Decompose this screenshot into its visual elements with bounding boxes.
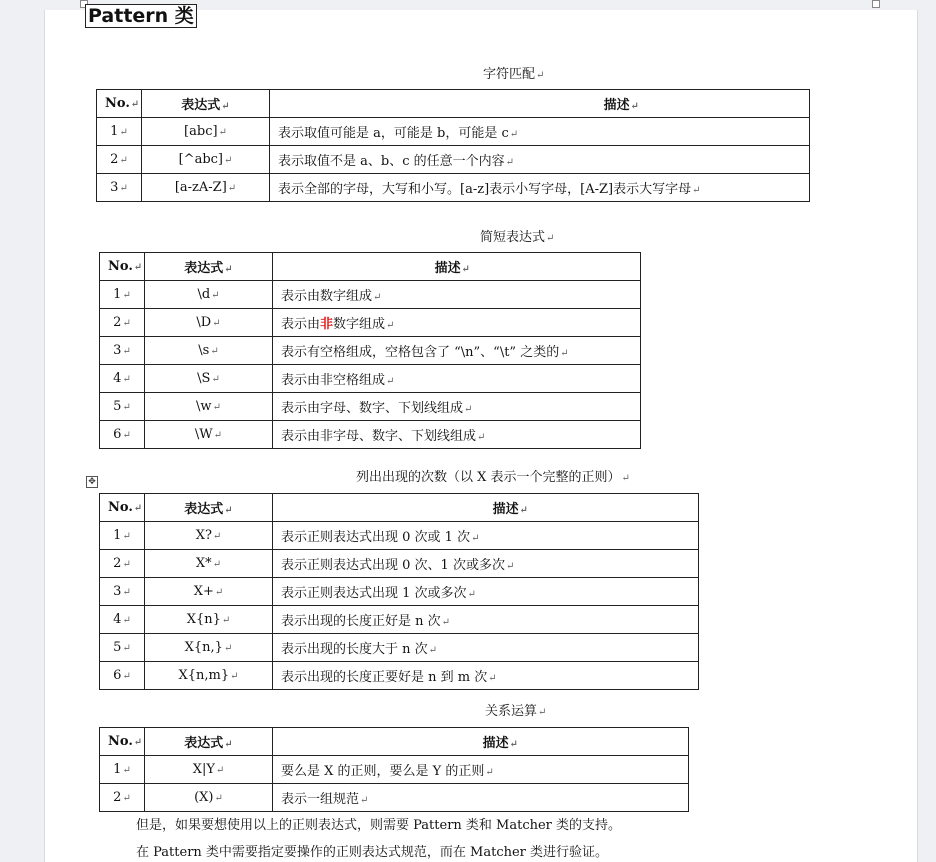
table-cell[interactable]: [273, 281, 641, 309]
table-row: [100, 606, 699, 634]
cell-mark-icon: ↵: [122, 671, 131, 682]
table-caption-text: 列出出现的次数（以 X 表示一个完整的正则）: [356, 470, 621, 485]
cell-text: \D: [196, 315, 212, 330]
cell-text: X{n,m}: [178, 668, 230, 683]
column-header: [142, 90, 270, 118]
cell-mark-icon: ↵: [477, 432, 486, 443]
cell-text: 1: [113, 528, 122, 543]
cell-text: 表示出现的长度大于 n 次: [281, 642, 428, 657]
paragraph-mark-icon: ↵: [536, 70, 545, 81]
cell-text: 表示全部的字母，大写和小写。[a-z]表示小写字母，[A-Z]表示大写字母: [278, 182, 692, 197]
cell-text: X{n,}: [184, 640, 223, 655]
table-row: [100, 365, 641, 393]
cell-text: \S: [197, 371, 211, 386]
cell-text: 表示由非空格组成: [281, 373, 386, 388]
table-caption-text: 字符匹配: [483, 67, 536, 82]
cell-text: 要么是 X 的正则，要么是 Y 的正则: [281, 764, 485, 779]
regex-table: [99, 727, 689, 812]
cell-text: 表示由数字组成: [281, 289, 373, 304]
cell-text: 6: [113, 668, 122, 683]
cell-mark-icon: ↵: [509, 129, 519, 140]
regex-table: [99, 252, 641, 449]
table-header-row: [100, 494, 699, 522]
table-cell[interactable]: [142, 174, 270, 202]
table-cell[interactable]: [97, 174, 142, 202]
column-header: [100, 253, 145, 281]
column-header-text: No.: [108, 734, 133, 749]
cell-mark-icon: ↵: [214, 587, 224, 598]
cell-text: 表示正则表达式出现 0 次、1 次或多次: [281, 558, 505, 573]
cell-text: X?: [195, 528, 212, 543]
table-row: [100, 756, 689, 784]
cell-mark-icon: ↵: [122, 531, 131, 542]
column-header-text: No.: [105, 96, 130, 111]
table-cell[interactable]: [145, 309, 273, 337]
column-header-text: No.: [108, 500, 133, 515]
cell-mark-icon: ↵: [692, 185, 701, 196]
highlighted-char: 非: [320, 317, 334, 332]
table-header-row: [100, 253, 641, 281]
cell-text: 3: [113, 343, 122, 358]
cell-text: \s: [198, 343, 210, 358]
table-row: [97, 118, 810, 146]
regex-table: [96, 89, 810, 202]
column-header-text: 表达式: [184, 736, 224, 751]
cell-text: (X): [194, 790, 214, 805]
cell-mark-icon: ↵: [212, 531, 222, 542]
table-row: [100, 662, 699, 690]
cell-mark-icon: ↵: [133, 262, 143, 273]
cell-text: 表示正则表达式出现 1 次或多次: [281, 586, 467, 601]
cell-mark-icon: ↵: [386, 320, 395, 331]
cell-text: [abc]: [184, 124, 218, 139]
cell-mark-icon: ↵: [212, 559, 222, 570]
cell-mark-icon: ↵: [122, 430, 131, 441]
table-cell[interactable]: [273, 606, 699, 634]
cell-mark-icon: ↵: [122, 615, 131, 626]
table-caption: [480, 230, 554, 247]
cell-mark-icon: ↵: [467, 589, 476, 600]
cell-text: \w: [196, 399, 212, 414]
cell-text: 表示正则表达式出现 0 次或 1 次: [281, 530, 471, 545]
table-cell[interactable]: [100, 393, 145, 421]
cell-mark-icon: ↵: [505, 561, 515, 572]
cell-mark-icon: ↵: [211, 290, 220, 301]
cell-mark-icon: ↵: [464, 404, 473, 415]
table-cell[interactable]: [100, 281, 145, 309]
cell-text: 4: [113, 612, 122, 627]
table-cell[interactable]: [145, 393, 273, 421]
column-header: [270, 90, 810, 118]
cell-text: 1: [113, 287, 122, 302]
cell-mark-icon: ↵: [122, 559, 131, 570]
column-header-text: 描述: [492, 502, 519, 517]
cell-mark-icon: ↵: [461, 264, 470, 275]
cell-mark-icon: ↵: [122, 587, 131, 598]
table-cell[interactable]: [100, 756, 145, 784]
table-caption-text: 简短表达式: [480, 230, 546, 245]
table-row: [100, 578, 699, 606]
cell-text: X*: [195, 556, 212, 571]
table-cell[interactable]: [273, 662, 699, 690]
cell-mark-icon: ↵: [119, 183, 128, 194]
table-row: [100, 421, 641, 449]
table-caption: [356, 470, 630, 487]
cell-mark-icon: ↵: [130, 99, 140, 110]
table-cell[interactable]: [273, 393, 641, 421]
cell-text: 表示出现的长度正要好是 n 到 m 次: [281, 670, 488, 685]
cell-text: 表示有空格组成，空格包含了 “\n”、“\t” 之类的: [281, 345, 560, 360]
cell-mark-icon: ↵: [119, 127, 128, 138]
cell-mark-icon: ↵: [485, 767, 494, 778]
column-header: [145, 253, 273, 281]
table-cell[interactable]: [145, 606, 273, 634]
cell-mark-icon: ↵: [373, 292, 382, 303]
column-header-text: 描述: [482, 736, 509, 751]
cell-mark-icon: ↵: [441, 617, 451, 628]
cell-mark-icon: ↵: [122, 793, 131, 804]
column-header: [273, 253, 641, 281]
cell-mark-icon: ↵: [122, 402, 131, 413]
section-heading: Pattern 类: [85, 4, 197, 28]
column-header-text: 描述: [434, 261, 461, 276]
table-row: [97, 146, 810, 174]
table-caption: [485, 704, 546, 721]
table-cell[interactable]: [270, 118, 810, 146]
table-row: [100, 281, 641, 309]
cell-mark-icon: ↵: [133, 503, 143, 514]
cell-mark-icon: ↵: [122, 643, 131, 654]
cell-mark-icon: ↵: [210, 346, 219, 357]
cell-text: 5: [113, 399, 122, 414]
cell-text: 表示一组规范: [281, 792, 360, 807]
cell-mark-icon: ↵: [224, 155, 233, 166]
cell-mark-icon: ↵: [471, 533, 480, 544]
table-cell[interactable]: [145, 522, 273, 550]
cell-text: 5: [113, 640, 122, 655]
table-cell[interactable]: [97, 118, 142, 146]
table-cell[interactable]: [100, 578, 145, 606]
table-cell[interactable]: [273, 365, 641, 393]
table-row: [100, 550, 699, 578]
table-cell[interactable]: [142, 118, 270, 146]
cell-mark-icon: ↵: [122, 318, 131, 329]
table-cell[interactable]: [100, 309, 145, 337]
table-cell[interactable]: [145, 784, 273, 812]
table-cell[interactable]: [273, 634, 699, 662]
table-cell[interactable]: [142, 146, 270, 174]
table-row: [100, 337, 641, 365]
cell-mark-icon: ↵: [360, 795, 369, 806]
cell-mark-icon: ↵: [119, 155, 128, 166]
paragraph-2: 在 Pattern 类中需要指定要操作的正则表达式规范，而在 Matcher 类进行验证。: [136, 845, 609, 860]
table-cell[interactable]: [100, 337, 145, 365]
table-row: [97, 174, 810, 202]
table-row: [100, 393, 641, 421]
cell-text: \d: [197, 287, 211, 302]
column-header-text: No.: [108, 259, 133, 274]
table-cell[interactable]: [273, 309, 641, 337]
cell-mark-icon: ↵: [509, 739, 518, 750]
table-cell[interactable]: [145, 550, 273, 578]
cell-text: 2: [113, 556, 122, 571]
cell-mark-icon: ↵: [133, 737, 143, 748]
table-move-handle-icon[interactable]: ✥: [86, 476, 98, 488]
table-cell[interactable]: [145, 421, 273, 449]
cell-text: X+: [193, 584, 214, 599]
column-header: [145, 728, 273, 756]
cell-mark-icon: ↵: [488, 673, 497, 684]
table-cell[interactable]: [273, 784, 689, 812]
cell-mark-icon: ↵: [224, 505, 233, 516]
table-row: [100, 784, 689, 812]
cell-mark-icon: ↵: [212, 318, 221, 329]
column-header: [100, 494, 145, 522]
cell-text: [^abc]: [178, 152, 223, 167]
cell-mark-icon: ↵: [218, 127, 227, 138]
paragraph-mark-icon: ↵: [546, 233, 555, 244]
cell-text: 1: [113, 762, 122, 777]
cell-text: 表示由非数字组成: [281, 317, 386, 332]
cell-text: 3: [113, 584, 122, 599]
cell-mark-icon: ↵: [213, 430, 223, 441]
cell-mark-icon: ↵: [227, 183, 237, 194]
cell-text: 3: [110, 180, 119, 195]
regex-table: [99, 493, 699, 690]
table-cell[interactable]: [273, 522, 699, 550]
table-cell[interactable]: [100, 365, 145, 393]
cell-text: X{n}: [186, 612, 221, 627]
cell-mark-icon: ↵: [230, 671, 239, 682]
table-cell[interactable]: [273, 756, 689, 784]
table-header-row: [97, 90, 810, 118]
table-header-row: [100, 728, 689, 756]
column-header-text: 描述: [603, 98, 630, 113]
table-cell[interactable]: [273, 578, 699, 606]
cell-mark-icon: ↵: [428, 645, 438, 656]
cell-mark-icon: ↵: [122, 290, 131, 301]
cell-mark-icon: ↵: [215, 765, 225, 776]
table-row: [100, 634, 699, 662]
cell-text: [a-zA-Z]: [174, 180, 227, 195]
column-header: [145, 494, 273, 522]
column-header-text: 表达式: [181, 98, 221, 113]
table-caption: [483, 67, 544, 84]
cell-text: 6: [113, 427, 122, 442]
cell-text: 2: [113, 315, 122, 330]
table-cell[interactable]: [145, 365, 273, 393]
cell-mark-icon: ↵: [122, 374, 131, 385]
table-cell[interactable]: [100, 522, 145, 550]
cell-text: 2: [110, 152, 119, 167]
cell-mark-icon: ↵: [122, 765, 131, 776]
paragraph-1: 但是，如果要想使用以上的正则表达式，则需要 Pattern 类和 Matcher 类的支持。: [136, 818, 622, 833]
cell-text: X|Y: [192, 762, 215, 777]
cell-text: 1: [110, 124, 119, 139]
cell-mark-icon: ↵: [224, 739, 233, 750]
column-header-text: 表达式: [184, 502, 224, 517]
cell-mark-icon: ↵: [122, 346, 131, 357]
table-cell[interactable]: [100, 550, 145, 578]
paragraph-mark-icon: ↵: [538, 707, 547, 718]
table-row: [100, 522, 699, 550]
table-cell[interactable]: [100, 606, 145, 634]
cell-text: 表示由非字母、数字、下划线组成: [281, 429, 477, 444]
cell-mark-icon: ↵: [519, 505, 528, 516]
table-cell[interactable]: [145, 337, 273, 365]
selection-handle[interactable]: [872, 0, 880, 8]
cell-text: 表示取值可能是 a，可能是 b，可能是 c: [278, 126, 509, 141]
column-header: [97, 90, 142, 118]
table-cell[interactable]: [273, 421, 641, 449]
cell-mark-icon: ↵: [224, 264, 233, 275]
cell-mark-icon: ↵: [214, 793, 223, 804]
table-cell[interactable]: [273, 550, 699, 578]
table-cell[interactable]: [100, 421, 145, 449]
table-cell[interactable]: [273, 337, 641, 365]
column-header: [273, 728, 689, 756]
column-header-text: 表达式: [184, 261, 224, 276]
table-cell[interactable]: [145, 634, 273, 662]
cell-mark-icon: ↵: [505, 157, 515, 168]
cell-mark-icon: ↵: [212, 402, 221, 413]
table-cell[interactable]: [270, 146, 810, 174]
cell-text: 4: [113, 371, 122, 386]
table-cell[interactable]: [145, 662, 273, 690]
cell-mark-icon: ↵: [223, 643, 233, 654]
cell-text: 表示取值不是 a、b、c 的任意一个内容: [278, 154, 505, 169]
cell-text: 表示由字母、数字、下划线组成: [281, 401, 464, 416]
cell-mark-icon: ↵: [211, 374, 220, 385]
cell-mark-icon: ↵: [221, 101, 230, 112]
table-cell[interactable]: [145, 281, 273, 309]
cell-text: 2: [113, 790, 122, 805]
table-cell[interactable]: [145, 756, 273, 784]
table-cell[interactable]: [145, 578, 273, 606]
paragraph-mark-icon: ↵: [621, 473, 630, 484]
table-cell[interactable]: [100, 784, 145, 812]
table-cell[interactable]: [100, 662, 145, 690]
cell-text: 表示出现的长度正好是 n 次: [281, 614, 441, 629]
cell-mark-icon: ↵: [560, 348, 569, 359]
cell-text: \W: [194, 427, 213, 442]
table-row: [100, 309, 641, 337]
table-cell[interactable]: [100, 634, 145, 662]
cell-mark-icon: ↵: [221, 615, 231, 626]
table-cell[interactable]: [97, 146, 142, 174]
column-header: [100, 728, 145, 756]
cell-mark-icon: ↵: [386, 376, 395, 387]
table-cell[interactable]: [270, 174, 810, 202]
column-header: [273, 494, 699, 522]
cell-mark-icon: ↵: [630, 101, 639, 112]
table-caption-text: 关系运算: [485, 704, 538, 719]
